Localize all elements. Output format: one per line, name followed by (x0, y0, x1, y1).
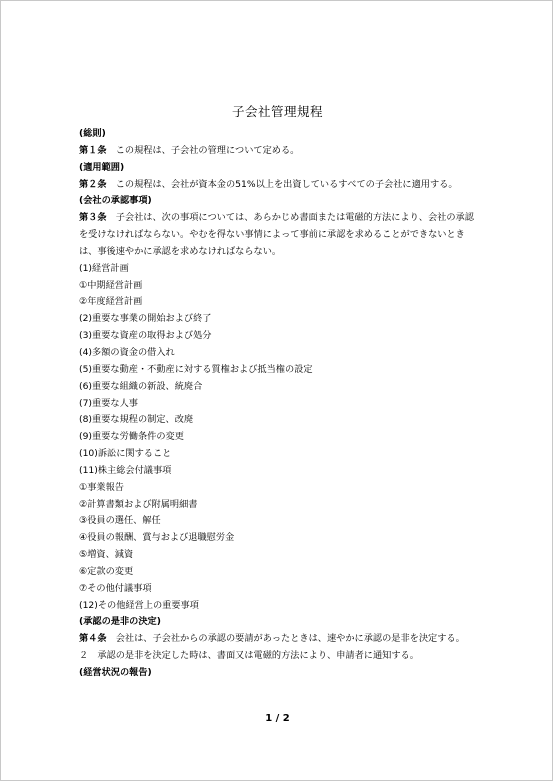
list-item: (9)重要な労働条件の変更 (79, 431, 184, 443)
article-1-text: この規程は、子会社の管理について定める。 (115, 144, 300, 156)
page-number: 1 / 2 (265, 713, 290, 724)
article-2-label: 第２条 (79, 178, 107, 190)
list-item: (6)重要な組織の新設、統廃合 (79, 380, 203, 392)
list-item: (12)その他経営上の重要事項 (79, 599, 199, 611)
list-item: ⑦その他付議事項 (79, 582, 152, 594)
list-item: (8)重要な規程の制定、改廃 (79, 414, 194, 426)
document-title: 子会社管理規程 (231, 104, 323, 119)
article-3 (79, 210, 483, 261)
section-heading-approval-items: (会社の承認事項) (79, 195, 152, 207)
list-item: ⑤増資、減資 (79, 549, 134, 561)
list-item: (4)多額の資金の借入れ (79, 346, 175, 358)
article-4 (79, 631, 483, 648)
section-heading-business-report: (経営状況の報告) (79, 667, 152, 678)
article-2 (79, 177, 483, 194)
list-item: ③役員の選任、解任 (79, 515, 161, 527)
list-item: ②計算書類および附属明細書 (79, 498, 198, 510)
article-4-label: 第４条 (79, 633, 107, 645)
list-item: (3)重要な資産の取得および処分 (79, 330, 212, 342)
list-item: (11)株主総会付議事項 (79, 464, 172, 476)
article-1 (79, 143, 483, 160)
list-item: (1)経営計画 (79, 262, 129, 274)
article-2-text: この規程は、会社が資本金の51%以上を出資しているすべての子会社に適用する。 (115, 178, 458, 190)
section-heading-approval-decision: (承認の是非の決定) (79, 616, 161, 628)
document-body (79, 126, 483, 682)
list-item: ①中期経営計画 (79, 279, 143, 291)
article-3-text: 子会社は、次の事項については、あらかじめ書面または電磁的方法により、会社の承認を受けなければならない。やむを得ない事情によって事前に承認を求めることができないときは、事後速やかに承認を求めなければならない。 (79, 212, 474, 257)
article-1-label: 第１条 (79, 144, 107, 156)
article-4-paragraph-2: ２ 承認の是非を決定した時は、書面又は電磁的方法により、申請者に通知する。 (79, 650, 419, 662)
list-item: ①事業報告 (79, 481, 124, 493)
list-item: (7)重要な人事 (79, 397, 138, 409)
section-heading-scope: (適用範囲) (79, 161, 125, 173)
list-item: ②年度経営計画 (79, 296, 143, 308)
list-item: ④役員の報酬、賞与および退職慰労金 (79, 532, 235, 544)
list-item: ⑥定款の変更 (79, 565, 134, 577)
article-4-text: 会社は、子会社からの承認の要請があったときは、速やかに承認の是非を決定する。 (115, 633, 465, 645)
list-item: (5)重要な動産・不動産に対する質権および抵当権の設定 (79, 363, 313, 375)
list-item: (10)訴訟に関すること (79, 448, 172, 460)
approval-item-list (79, 261, 483, 615)
section-heading-general: (総則) (79, 128, 106, 139)
list-item: (2)重要な事業の開始および終了 (79, 313, 212, 325)
article-3-label: 第３条 (79, 212, 107, 224)
